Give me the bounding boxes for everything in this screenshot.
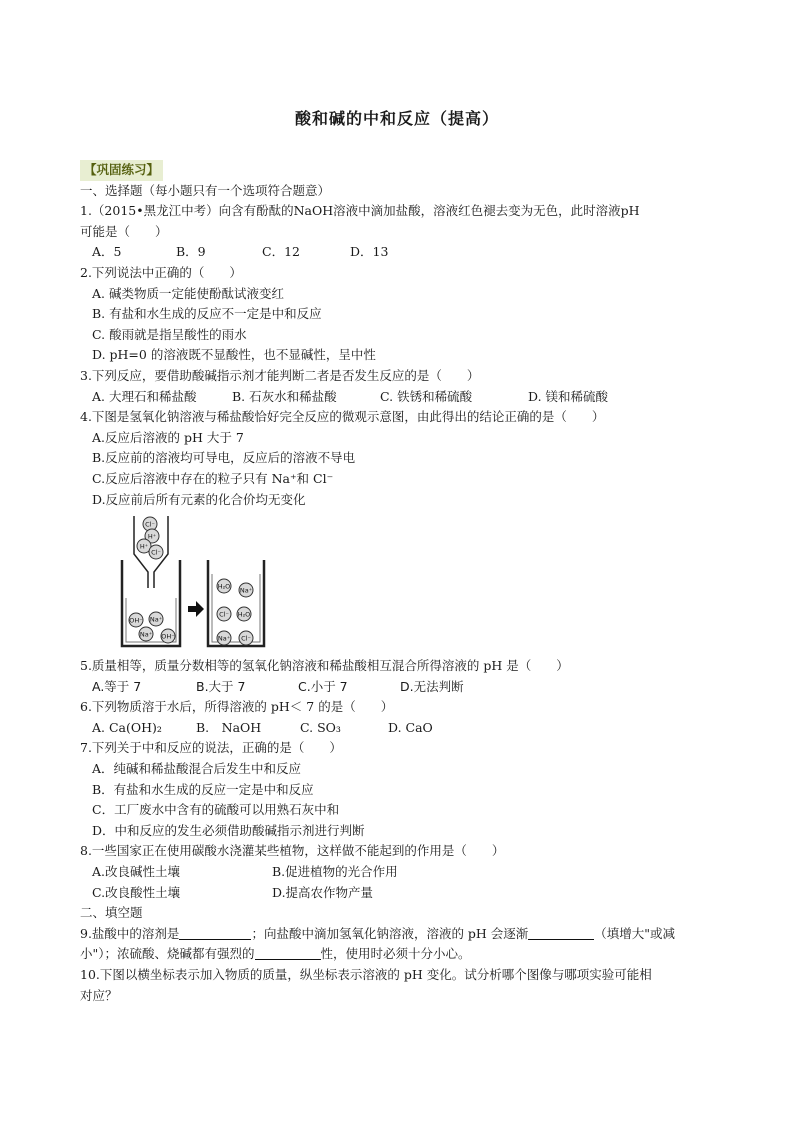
q1-stem-line2: 可能是（ ） — [80, 223, 168, 239]
q4-option-b: B.反应前的溶液均可导电，反应后的溶液不导电 — [92, 450, 356, 466]
q7-option-b: B．有盐和水生成的反应一定是中和反应 — [92, 781, 314, 797]
q4-stem: 4.下图是氢氧化钠溶液与稀盐酸恰好完全反应的微观示意图，由此得出的结论正确的是（ ） — [80, 409, 605, 425]
particle-label: H₂O — [237, 610, 251, 619]
q4-option-a: A.反应后溶液的 pH 大于 7 — [92, 429, 244, 445]
particle-label: Cl⁻ — [151, 548, 161, 557]
q1-option-a: A．5 — [92, 244, 122, 260]
q9-seg1: 9.盐酸中的溶剂是 — [80, 925, 180, 941]
q6-option-b: B. NaOH — [196, 719, 262, 735]
part2-heading: 二、填空题 — [80, 905, 143, 921]
q3-options — [80, 387, 720, 408]
q7-option-d: D．中和反应的发生必须借助酸碱指示剂进行判断 — [92, 822, 365, 838]
q5-stem: 5.质量相等，质量分数相等的氢氧化钠溶液和稀盐酸相互混合所得溶液的 pH 是（ ） — [80, 658, 569, 674]
particle-label: Na⁺ — [217, 634, 231, 643]
q3-stem: 3.下列反应，要借助酸碱指示剂才能判断二者是否发生反应的是（ ） — [80, 367, 480, 383]
q7-option-a: A．纯碱和稀盐酸混合后发生中和反应 — [92, 761, 302, 777]
q1-option-c: C．12 — [262, 244, 300, 260]
q8-options-row1 — [80, 862, 720, 883]
particle-label: OH⁻ — [129, 616, 143, 625]
q8-option-a: A.改良碱性土壤 — [92, 864, 181, 880]
q5-option-c: C.小于 7 — [298, 678, 348, 694]
q9-blank-ph-change[interactable] — [528, 925, 594, 940]
q9-seg2: ；向盐酸中滴加氢氧化钠溶液，溶液的 pH 会逐渐 — [251, 925, 529, 941]
q9-blank-solvent[interactable] — [179, 925, 251, 940]
q8-option-b: B.促进植物的光合作用 — [272, 864, 398, 880]
q5-option-b: B.大于 7 — [196, 678, 246, 694]
q1-option-d: D．13 — [350, 244, 389, 260]
q9-seg3: （填增大"或减 — [594, 925, 676, 941]
q2-option-c: C. 酸雨就是指呈酸性的雨水 — [92, 326, 247, 342]
q8-options-row2 — [80, 883, 720, 904]
q2-option-d: D. pH=0 的溶液既不显酸性，也不显碱性，呈中性 — [92, 347, 376, 363]
q5-option-a: A.等于 7 — [92, 678, 142, 694]
q2-option-b: B. 有盐和水生成的反应不一定是中和反应 — [92, 306, 322, 322]
q9-seg4: 小"）；浓硫酸、烧碱都有强烈的 — [80, 946, 255, 962]
q4-option-c: C.反应后溶液中存在的粒子只有 Na⁺和 Cl⁻ — [92, 470, 334, 486]
q3-option-d: D. 镁和稀硫酸 — [528, 388, 609, 404]
q4-option-d: D.反应前后所有元素的化合价均无变化 — [92, 491, 306, 507]
q3-option-c: C. 铁锈和稀硫酸 — [380, 388, 473, 404]
particle-label: Cl⁻ — [219, 610, 229, 619]
q9-blank-property[interactable] — [255, 945, 321, 960]
q7-option-c: C．工厂废水中含有的硫酸可以用熟石灰中和 — [92, 802, 340, 818]
q9-seg5: 性，使用时必须十分小心。 — [320, 946, 471, 962]
q3-option-b: B. 石灰水和稀盐酸 — [232, 388, 337, 404]
q6-option-a: A. Ca(OH)₂ — [92, 719, 162, 735]
q8-stem: 8.一些国家正在使用碳酸水浇灌某些植物，这样做不能起到的作用是（ ） — [80, 843, 505, 859]
particle-label: OH⁻ — [161, 632, 175, 641]
q5-option-d: D.无法判断 — [400, 678, 464, 694]
particle-label: H₂O — [217, 582, 231, 591]
reaction-diagram-svg — [116, 514, 266, 652]
particle-label: Cl⁻ — [145, 520, 155, 529]
q8-option-c: C.改良酸性土壤 — [92, 884, 181, 900]
q5-options — [80, 677, 720, 698]
q2-stem: 2.下列说法中正确的（ ） — [80, 264, 242, 280]
q6-option-d: D. CaO — [388, 719, 433, 735]
particle-label: Na⁺ — [139, 630, 153, 639]
q8-option-d: D.提高农作物产量 — [272, 884, 374, 900]
page-title: 酸和碱的中和反应（提高） — [294, 109, 499, 128]
part1-heading: 一、选择题（每小题只有一个选项符合题意） — [80, 182, 331, 198]
q1-options — [80, 242, 720, 263]
q7-stem: 7.下列关于中和反应的说法，正确的是（ ） — [80, 740, 342, 756]
particle-label: Cl⁻ — [241, 634, 251, 643]
particle-label: H⁺ — [147, 532, 157, 541]
q6-stem: 6.下列物质溶于水后，所得溶液的 pH＜ 7 的是（ ） — [80, 699, 394, 715]
q9-line2 — [80, 944, 720, 965]
particle-label: H⁺ — [139, 542, 149, 551]
q9-line1 — [80, 924, 720, 945]
q1-stem-line1: 1.（2015•黑龙江中考）向含有酚酞的NaOH溶液中滴加盐酸，溶液红色褪去变为无色，此时溶液pH — [80, 203, 640, 219]
q2-option-a: A. 碱类物质一定能使酚酞试液变红 — [92, 285, 284, 301]
section-tag: 【巩固练习】 — [80, 160, 163, 181]
q3-option-a: A. 大理石和稀盐酸 — [92, 388, 197, 404]
q10-line2: 对应？ — [80, 987, 118, 1003]
q10-line1: 10.下图以横坐标表示加入物质的质量，纵坐标表示溶液的 pH 变化。试分析哪个图像与哪项实验可能相 — [80, 967, 652, 982]
q1-option-b: B．9 — [176, 244, 206, 260]
reaction-diagram — [116, 514, 266, 652]
particle-label: Na⁺ — [149, 615, 163, 624]
particle-label: Na⁺ — [239, 586, 253, 595]
arrow-right-icon — [188, 601, 204, 617]
q6-options — [80, 718, 720, 739]
exercise-content — [80, 160, 720, 1006]
q6-option-c: C. SO₃ — [300, 719, 341, 735]
